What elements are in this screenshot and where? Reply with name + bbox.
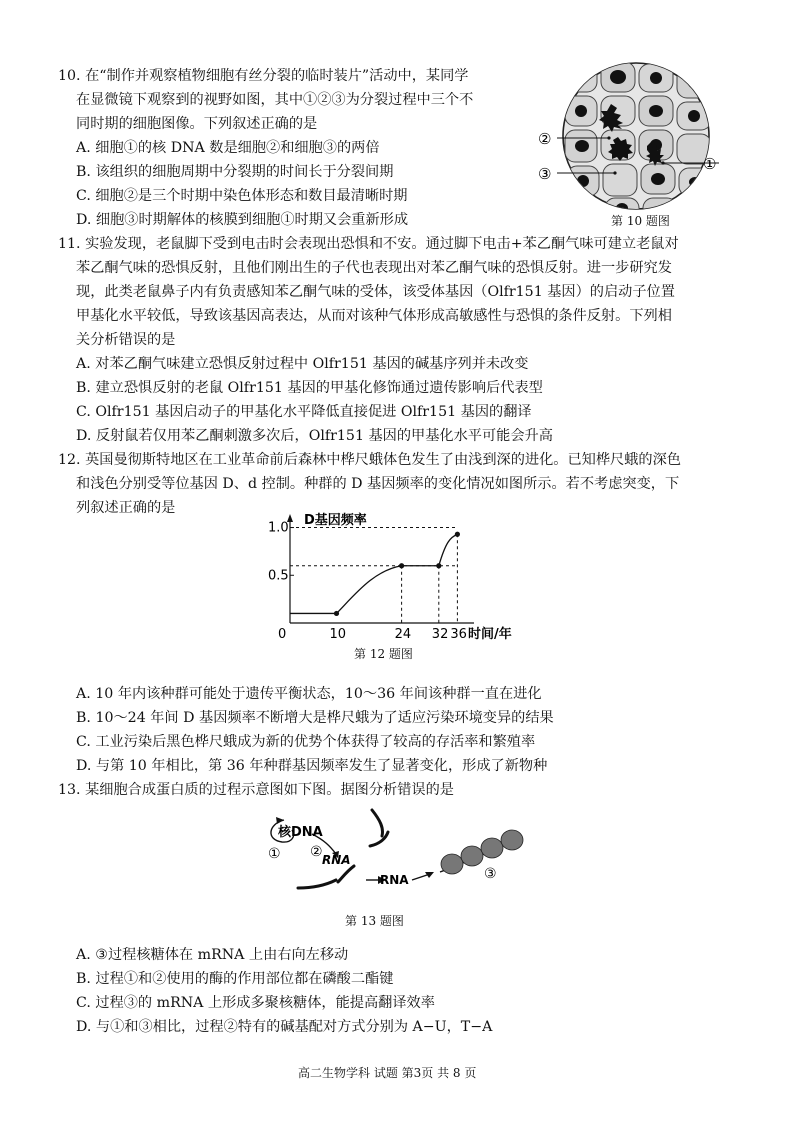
q13-option-b: B. 过程①和②使用的酶的作用部位都在磷酸二酯键 [76, 971, 394, 987]
q10-option-b: B. 该组织的细胞周期中分裂期的时间长于分裂间期 [76, 164, 394, 180]
rna-label-bottom: RNA [380, 873, 409, 887]
nuclear-dna-label: 核DNA [278, 825, 323, 840]
q11-stem-line-2: 苯乙酮气味的恐惧反射，且他们刚出生的子代也表现出对苯乙酮气味的恐惧反射。进一步研究发 [76, 260, 672, 276]
process-2-label: ② [310, 844, 323, 860]
origin-label: 0 [278, 627, 287, 642]
figure-10-caption: 第 10 题图 [611, 214, 670, 228]
label-cell-2: ② [538, 130, 552, 148]
q12-option-a: A. 10 年内该种群可能处于遗传平衡状态，10～36 年间该种群一直在进化 [76, 686, 542, 702]
q11-stem-line-1: 11. 实验发现，老鼠脚下受到电击时会表现出恐惧和不安。通过脚下电击+苯乙酮气味可建立老鼠对 [58, 236, 679, 252]
q12-option-d: D. 与第 10 年相比，第 36 年种群基因频率发生了显著变化，形成了新物种 [76, 758, 548, 774]
q12-stem-line-3: 列叙述正确的是 [76, 500, 176, 516]
q11-option-b: B. 建立恐惧反射的老鼠 Olfr151 基因的甲基化修饰通过遗传影响后代表型 [76, 380, 543, 396]
process-3-label: ③ [484, 866, 497, 882]
y-tick-label-1: 1.0 [268, 520, 289, 536]
q11-option-c: C. Olfr151 基因启动子的甲基化水平降低直接促进 Olfr151 基因的翻译 [76, 404, 532, 420]
ribosomes [441, 830, 523, 874]
data-point-32 [436, 563, 441, 568]
q12-stem-line-1: 12. 英国曼彻斯特地区在工业革命前后森林中桦尺蛾体色发生了由浅到深的进化。已知桦尺蛾的深色 [58, 452, 681, 468]
figure-12-chart [268, 508, 528, 644]
q11-stem-line-5: 关分析错误的是 [76, 332, 176, 348]
q12-option-c: C. 工业污染后黑色桦尺蛾成为新的优势个体获得了较高的存活率和繁殖率 [76, 734, 536, 750]
x-axis-label: 时间/年 [468, 627, 512, 642]
data-point-10 [334, 611, 339, 616]
x-tick-label-1: 24 [394, 627, 412, 642]
q13-option-a: A. ③过程核糖体在 mRNA 上由右向左移动 [76, 947, 349, 963]
q11-option-d: D. 反射鼠若仅用苯乙酮刺激多次后，Olfr151 基因的甲基化水平可能会升高 [76, 428, 553, 444]
q10-option-a: A. 细胞①的核 DNA 数是细胞②和细胞③的两倍 [76, 140, 380, 156]
q11-stem-line-4: 甲基化水平较低，导致该基因高表达，从而对该种气体形成高敏感性与恐惧的条件反射。下列相 [76, 308, 672, 324]
figure-13-protein-synthesis [262, 800, 532, 900]
q11-stem-line-3: 现，此类老鼠鼻子内有负责感知苯乙酮气味的受体，该受体基因（Olfr151 基因）的启动子位置 [76, 284, 675, 300]
q10-option-c: C. 细胞②是三个时期中染色体形态和数目最清晰时期 [76, 188, 408, 204]
series-line-d-frequency [290, 534, 457, 613]
label-cell-1: ① [703, 155, 717, 173]
figure-10-microscope-view [535, 56, 720, 216]
rna-label-top: RNA [322, 853, 351, 867]
q11-option-a: A. 对苯乙酮气味建立恐惧反射过程中 Olfr151 基因的碱基序列并未改变 [76, 356, 529, 372]
q10-stem-line-3: 同时期的细胞图像。下列叙述正确的是 [76, 116, 318, 132]
data-point-36 [455, 532, 460, 537]
figure-13-caption: 第 13 题图 [345, 914, 404, 928]
x-tick-label-3: 36 [450, 627, 467, 642]
q13-stem: 13. 某细胞合成蛋白质的过程示意图如下图。据图分析错误的是 [58, 782, 454, 798]
page-footer: 高二生物学科 试题 第3页 共 8 页 [298, 1066, 477, 1080]
y-axis-label: D基因频率 [304, 513, 367, 528]
label-cell-3: ③ [538, 165, 552, 183]
q13-option-c: C. 过程③的 mRNA 上形成多聚核糖体，能提高翻译效率 [76, 995, 435, 1011]
y-tick-label-0: 0.5 [268, 568, 289, 584]
data-point-24 [399, 563, 404, 568]
q13-option-d: D. 与①和③相比，过程②特有的碱基配对方式分别为 A−U，T−A [76, 1019, 493, 1035]
q10-stem-line-2: 在显微镜下观察到的视野如图，其中①②③为分裂过程中三个不 [76, 92, 474, 108]
q12-option-b: B. 10～24 年间 D 基因频率不断增大是桦尺蛾为了适应污染环境变异的结果 [76, 710, 554, 726]
x-tick-label-0: 10 [329, 627, 347, 642]
q12-stem-line-2: 和浅色分别受等位基因 D、d 控制。种群的 D 基因频率的变化情况如图所示。若不考虑突变，下 [76, 476, 680, 492]
q10-option-d: D. 细胞③时期解体的核膜到细胞①时期又会重新形成 [76, 212, 409, 228]
q10-stem-line-1: 10. 在“制作并观察植物细胞有丝分裂的临时装片”活动中，某同学 [58, 68, 469, 84]
x-tick-label-2: 32 [431, 627, 449, 642]
process-1-label: ① [268, 846, 281, 862]
figure-12-caption: 第 12 题图 [354, 647, 413, 661]
